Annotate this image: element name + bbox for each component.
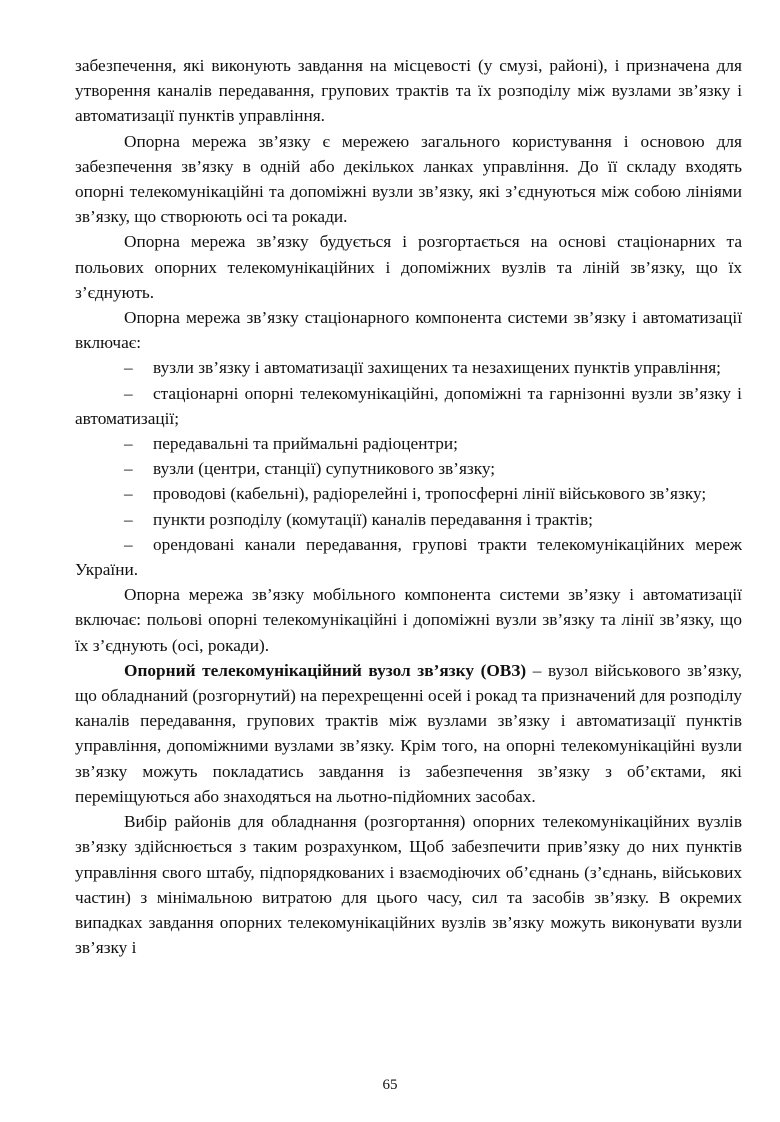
- list-item-text: пункти розподілу (комутації) каналів передавання і трактів;: [153, 509, 593, 529]
- dash-marker: –: [124, 484, 133, 504]
- paragraph-ovz-definition: [75, 658, 742, 809]
- list-item: [75, 355, 742, 380]
- dash-marker: –: [124, 383, 133, 403]
- term-ovz-definition-text: – вузол військового зв’язку, що обладнаний (розгорнутий) на перехрещенні осей і рокад та призначений для розподілу каналів передавання, групових трактів між вузлами зв’язку і автоматизації пунктів управління, допоміжними вузлами зв’язку. Крім того, на опорні телекомунікаційні вузли зв’язку можуть покладатись завдання із забезпечення зв’язку з об’єктами, які переміщуються або знаходяться на льотно-підйомних засобах.: [75, 660, 742, 806]
- term-ovz: Опорний телекомунікаційний вузол зв’язку (ОВЗ): [124, 660, 527, 680]
- list-item-text: орендовані канали передавання, групові тракти телекомунікаційних мереж України.: [75, 534, 742, 580]
- list-item-text: передавальні та приймальні радіоцентри;: [153, 434, 458, 454]
- list-item: [75, 507, 742, 532]
- paragraph-mobile-component: Опорна мережа зв’язку мобільного компонента системи зв’язку і автоматизації включає: польові опорні телекомунікаційні і допоміжні вузли зв’язку та лінії зв’язку, що їх з’єднують (осі, рокади).: [75, 585, 742, 655]
- list-item-text: вузли (центри, станції) супутникового зв’язку;: [153, 459, 496, 479]
- dash-marker: –: [124, 434, 133, 454]
- list-item: [75, 456, 742, 481]
- dash-marker: –: [124, 459, 133, 479]
- list-item-text: стаціонарні опорні телекомунікаційні, допоміжні та гарнізонні вузли зв’язку і автоматизації;: [75, 383, 742, 428]
- list-item: [75, 381, 742, 431]
- list-item: [75, 532, 742, 582]
- paragraph-stationary-component-intro: Опорна мережа зв’язку стаціонарного компонента системи зв’язку і автоматизації включає:: [75, 308, 742, 353]
- dash-marker: –: [124, 534, 133, 554]
- document-page: [75, 53, 742, 960]
- list-item-text: вузли зв’язку і автоматизації захищених та незахищених пунктів управління;: [153, 358, 721, 378]
- stationary-component-list: [75, 355, 742, 582]
- paragraph-backbone-network-definition: Опорна мережа зв’язку є мережею загального користування і основою для забезпечення зв’язку в одній або декількох ланках управління. До її складу входять опорні телекомунікаційні та допоміжні вузли зв’язку, які з’єднуються між собою лініями зв’язку, що створюють осі та рокади.: [75, 131, 742, 227]
- list-item: [75, 481, 742, 506]
- dash-marker: –: [124, 509, 133, 529]
- paragraph-continuation: забезпечення, які виконують завдання на місцевості (у смузі, районі), і призначена для утворення каналів передавання, групових трактів та їх розподілу між вузлами зв’язку і автоматизації пунктів управління.: [75, 56, 742, 126]
- dash-marker: –: [124, 358, 133, 378]
- list-item-text: проводові (кабельні), радіорелейні і, тропосферні лінії військового зв’язку;: [153, 484, 707, 504]
- paragraph-backbone-network-deployment: Опорна мережа зв’язку будується і розгортається на основі стаціонарних та польових опорних телекомунікаційних і допоміжних вузлів та ліній зв’язку, що їх з’єднують.: [75, 232, 742, 302]
- page-number: 65: [382, 1077, 398, 1093]
- list-item: [75, 431, 742, 456]
- paragraph-area-selection: Вибір районів для обладнання (розгортання) опорних телекомунікаційних вузлів зв’язку здійснюється з таким розрахунком, Щоб забезпечити прив’язку до них пунктів управління свого штабу, підпорядкованих і взаємодіючих об’єднань (з’єднань, військових частин) з мінімальною витратою для цього часу, сил та засобів зв’язку. В окремих випадках завдання опорних телекомунікаційних вузлів зв’язку можуть виконувати вузли зв’язку і: [75, 812, 742, 958]
